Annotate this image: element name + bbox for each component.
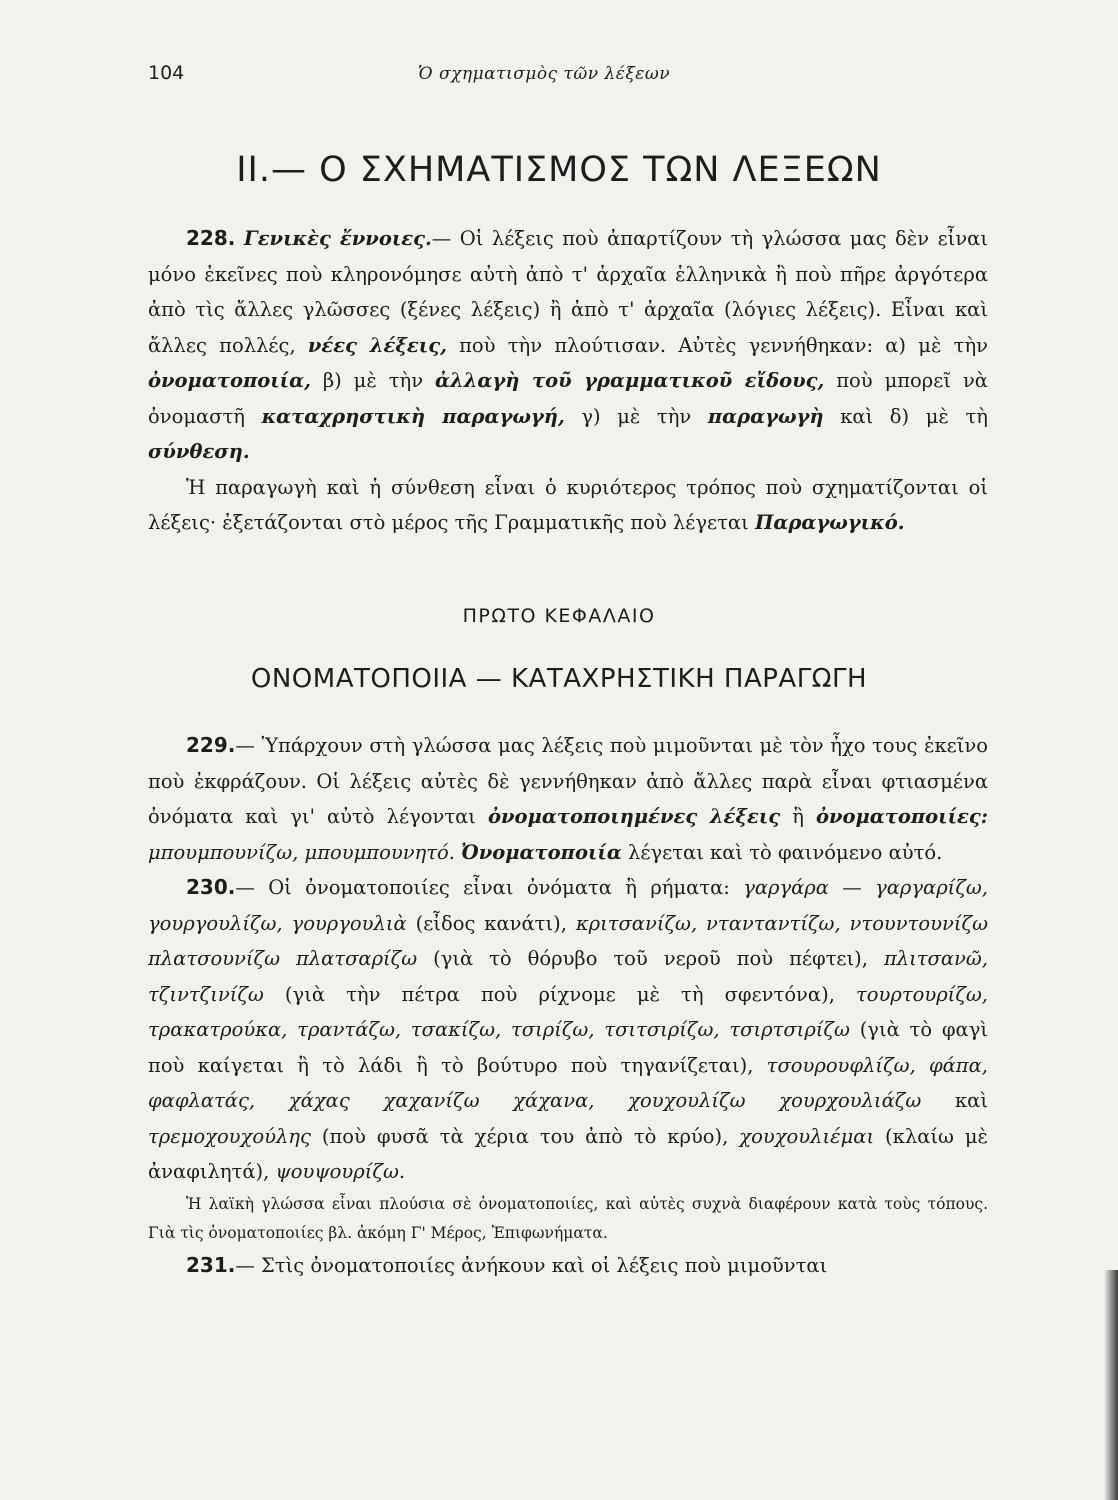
page-number: 104 xyxy=(148,62,185,84)
section-number: 229. xyxy=(186,733,236,757)
page-header xyxy=(148,62,988,92)
chapter-label: ΠΡΩΤΟ ΚΕΦΑΛΑΙΟ xyxy=(462,605,656,627)
section-number: 228. xyxy=(186,226,236,250)
page-edge-shadow xyxy=(1104,1270,1118,1500)
chapter-title: ΟΝΟΜΑΤΟΠΟΙΙΑ — ΚΑΤΑΧΡΗΣΤΙΚΗ ΠΑΡΑΓΩΓΗ xyxy=(250,664,868,694)
paragraph-228: 228. Γενικὲς ἔννοιες.— Οἱ λέξεις ποὺ ἀπαρτίζουν τὴ γλώσσα μας δὲν εἶναι μόνο ἐκεῖνες ποὺ κληρονόμησε αὐτὴ ἀπὸ τ' ἀρχαῖα ἑλληνικὰ ἢ ποὺ πῆρε ἀργότερα ἀπὸ τὶς ἄλλες γλῶσσες (ξένες λέξεις) ἢ ἀπὸ τ' ἀρχαῖα (λόγιες λέξεις). Εἶναι καὶ ἄλλες πολλές, νέες λέξεις, ποὺ τὴν πλούτισαν. Αὐτὲς γεννήθηκαν: α) μὲ τὴν ὀνοματοποιία, β) μὲ τὴν ἀλλαγὴ τοῦ γραμματικοῦ εἴδους, ποὺ μπορεῖ νὰ ὀνομαστῆ καταχρηστικὴ παραγωγή, γ) μὲ τὴν παραγωγὴ καὶ δ) μὲ τὴ σύνθεση. xyxy=(148,226,988,463)
section-heading: Γενικὲς ἔννοιες. xyxy=(243,227,432,250)
section-228 xyxy=(148,221,988,541)
section-number: 230. xyxy=(186,875,236,899)
footnote: Ἡ λαϊκὴ γλώσσα εἶναι πλούσια σὲ ὀνοματοποιίες, καὶ αὐτὲς συχνὰ διαφέρουν κατὰ τοὺς τόπους. Γιὰ τὶς ὀνοματοποιίες βλ. ἀκόμη Γ' Μέρος, Ἐπιφωνήματα. xyxy=(148,1194,988,1242)
paragraph-230: 230.— Οἱ ὀνοματοποιίες εἶναι ὀνόματα ἢ ρήματα: γαργάρα — γαργαρίζω, γουργουλίζω, γουργουλιὰ (εἶδος κανάτι), κριτσανίζω, ντανταντίζω, ντουντουνίζω πλατσουνίζω πλατσαρίζω (γιὰ τὸ θόρυβο τοῦ νεροῦ ποὺ πέφτει), πλιτσανῶ, τζιντζινίζω (γιὰ τὴν πέτρα ποὺ ρίχνομε μὲ τὴ σφεντόνα), τουρτουρίζω, τρακατρούκα, τραντάζω, τσακίζω, τσιρίζω, τσιτσιρίζω, τσιρτσιρίζω (γιὰ τὸ φαγὶ ποὺ καίγεται ἢ τὸ λάδι ἢ τὸ βούτυρο ποὺ τηγανίζεται), τσουρουφλίζω, φάπα, φαφλατάς, χάχας χαχανίζω χάχανα, χουχουλίζω χουρχουλιάζω καὶ τρεμοχουχούλης (ποὺ φυσᾶ τὰ χέρια του ἀπὸ τὸ κρύο), χουχουλιέμαι (κλαίω μὲ ἀναφιλητά), ψουψουρίζω. xyxy=(148,875,988,1183)
paragraph-231: 231.— Στὶς ὀνοματοποιίες ἀνήκουν καὶ οἱ λέξεις ποὺ μιμοῦνται xyxy=(186,1252,828,1277)
section-229-231 xyxy=(148,728,988,1283)
paragraph-229: 229.— Ὑπάρχουν στὴ γλώσσα μας λέξεις ποὺ μιμοῦνται μὲ τὸν ἦχο τους ἐκεῖνο ποὺ ἐκφράζουν. Οἱ λέξεις αὐτὲς δὲ γεννήθηκαν ἀπὸ ἄλλες παρὰ εἶναι φτιασμένα ὀνόματα καὶ γι' αὐτὸ λέγονται ὀνοματοποιημένες λέξεις ἢ ὀνοματοποιίες: μπουμπουνίζω, μπουμπουνητό. Ὀνοματοποιία λέγεται καὶ τὸ φαινόμενο αὐτό. xyxy=(148,733,988,864)
section-number: 231. xyxy=(186,1252,236,1277)
running-title: Ὁ σχηματισμὸς τῶν λέξεων xyxy=(418,64,671,84)
part-title: II.— Ο ΣΧΗΜΑΤΙΣΜΟΣ ΤΩΝ ΛΕΞΕΩΝ xyxy=(236,150,882,190)
paragraph-228b: Ἡ παραγωγὴ καὶ ἡ σύνθεση εἶναι ὁ κυριότερος τρόπος ποὺ σχηματίζονται οἱ λέξεις· ἐξετάζονται στὸ μέρος τῆς Γραμματικῆς ποὺ λέγεται Παραγωγικό. xyxy=(148,475,988,534)
